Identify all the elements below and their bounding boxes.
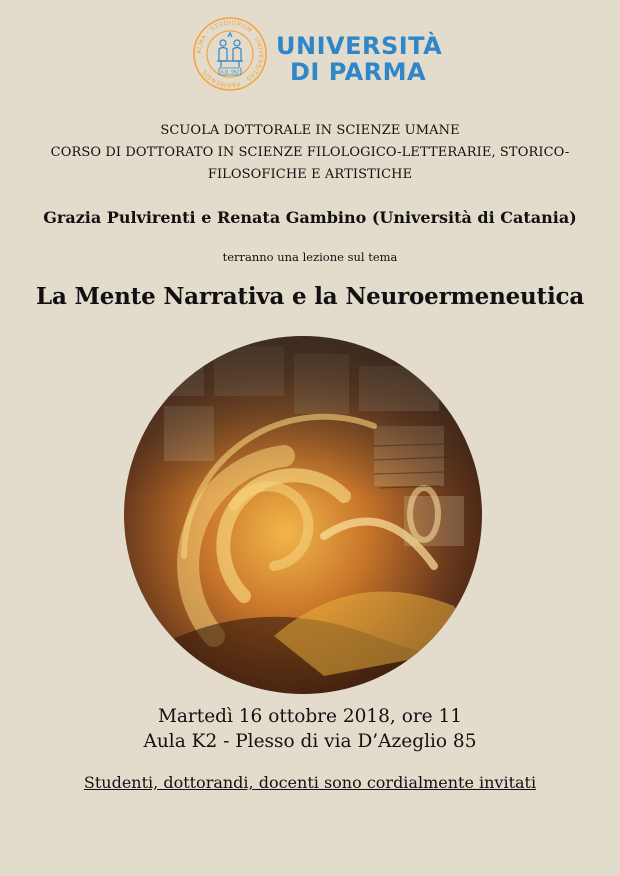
school-line-3: FILOSOFICHE E ARTISTICHE (207, 167, 413, 182)
invitation-note: Studenti, dottorandi, docenti sono cordialmente invitati (83, 773, 537, 792)
lecture-title: La Mente Narrativa e la Neuroermeneutica (35, 283, 585, 310)
seal-year: A.D. 962 (220, 70, 240, 76)
university-seal-icon (192, 16, 268, 92)
circular-artwork (124, 336, 482, 694)
lecture-intro: terranno una lezione sul tema (222, 250, 398, 264)
speakers: Grazia Pulvirenti e Renata Gambino (Università di Catania) (43, 208, 577, 227)
university-logo (192, 16, 443, 94)
university-name-line1: UNIVERSITÀ (276, 32, 443, 60)
university-name-line2: DI PARMA (290, 58, 427, 86)
event-location: Aula K2 - Plesso di via D’Azeglio 85 (143, 731, 477, 752)
school-line-1: SCUOLA DOTTORALE IN SCIENZE UMANE (160, 123, 460, 138)
university-name (276, 33, 442, 85)
event-date: Martedì 16 ottobre 2018, ore 11 (157, 706, 463, 727)
school-line-2: CORSO DI DOTTORATO IN SCIENZE FILOLOGICO-LETTERARIE, STORICO- (50, 145, 570, 160)
svg-text:ALMA · STUDIORUM · UNIVERSITAS: ALMA · STUDIORUM · UNIVERSITAS · PARMENSIS (195, 19, 265, 89)
school-heading (0, 120, 620, 186)
event-details (0, 704, 620, 754)
